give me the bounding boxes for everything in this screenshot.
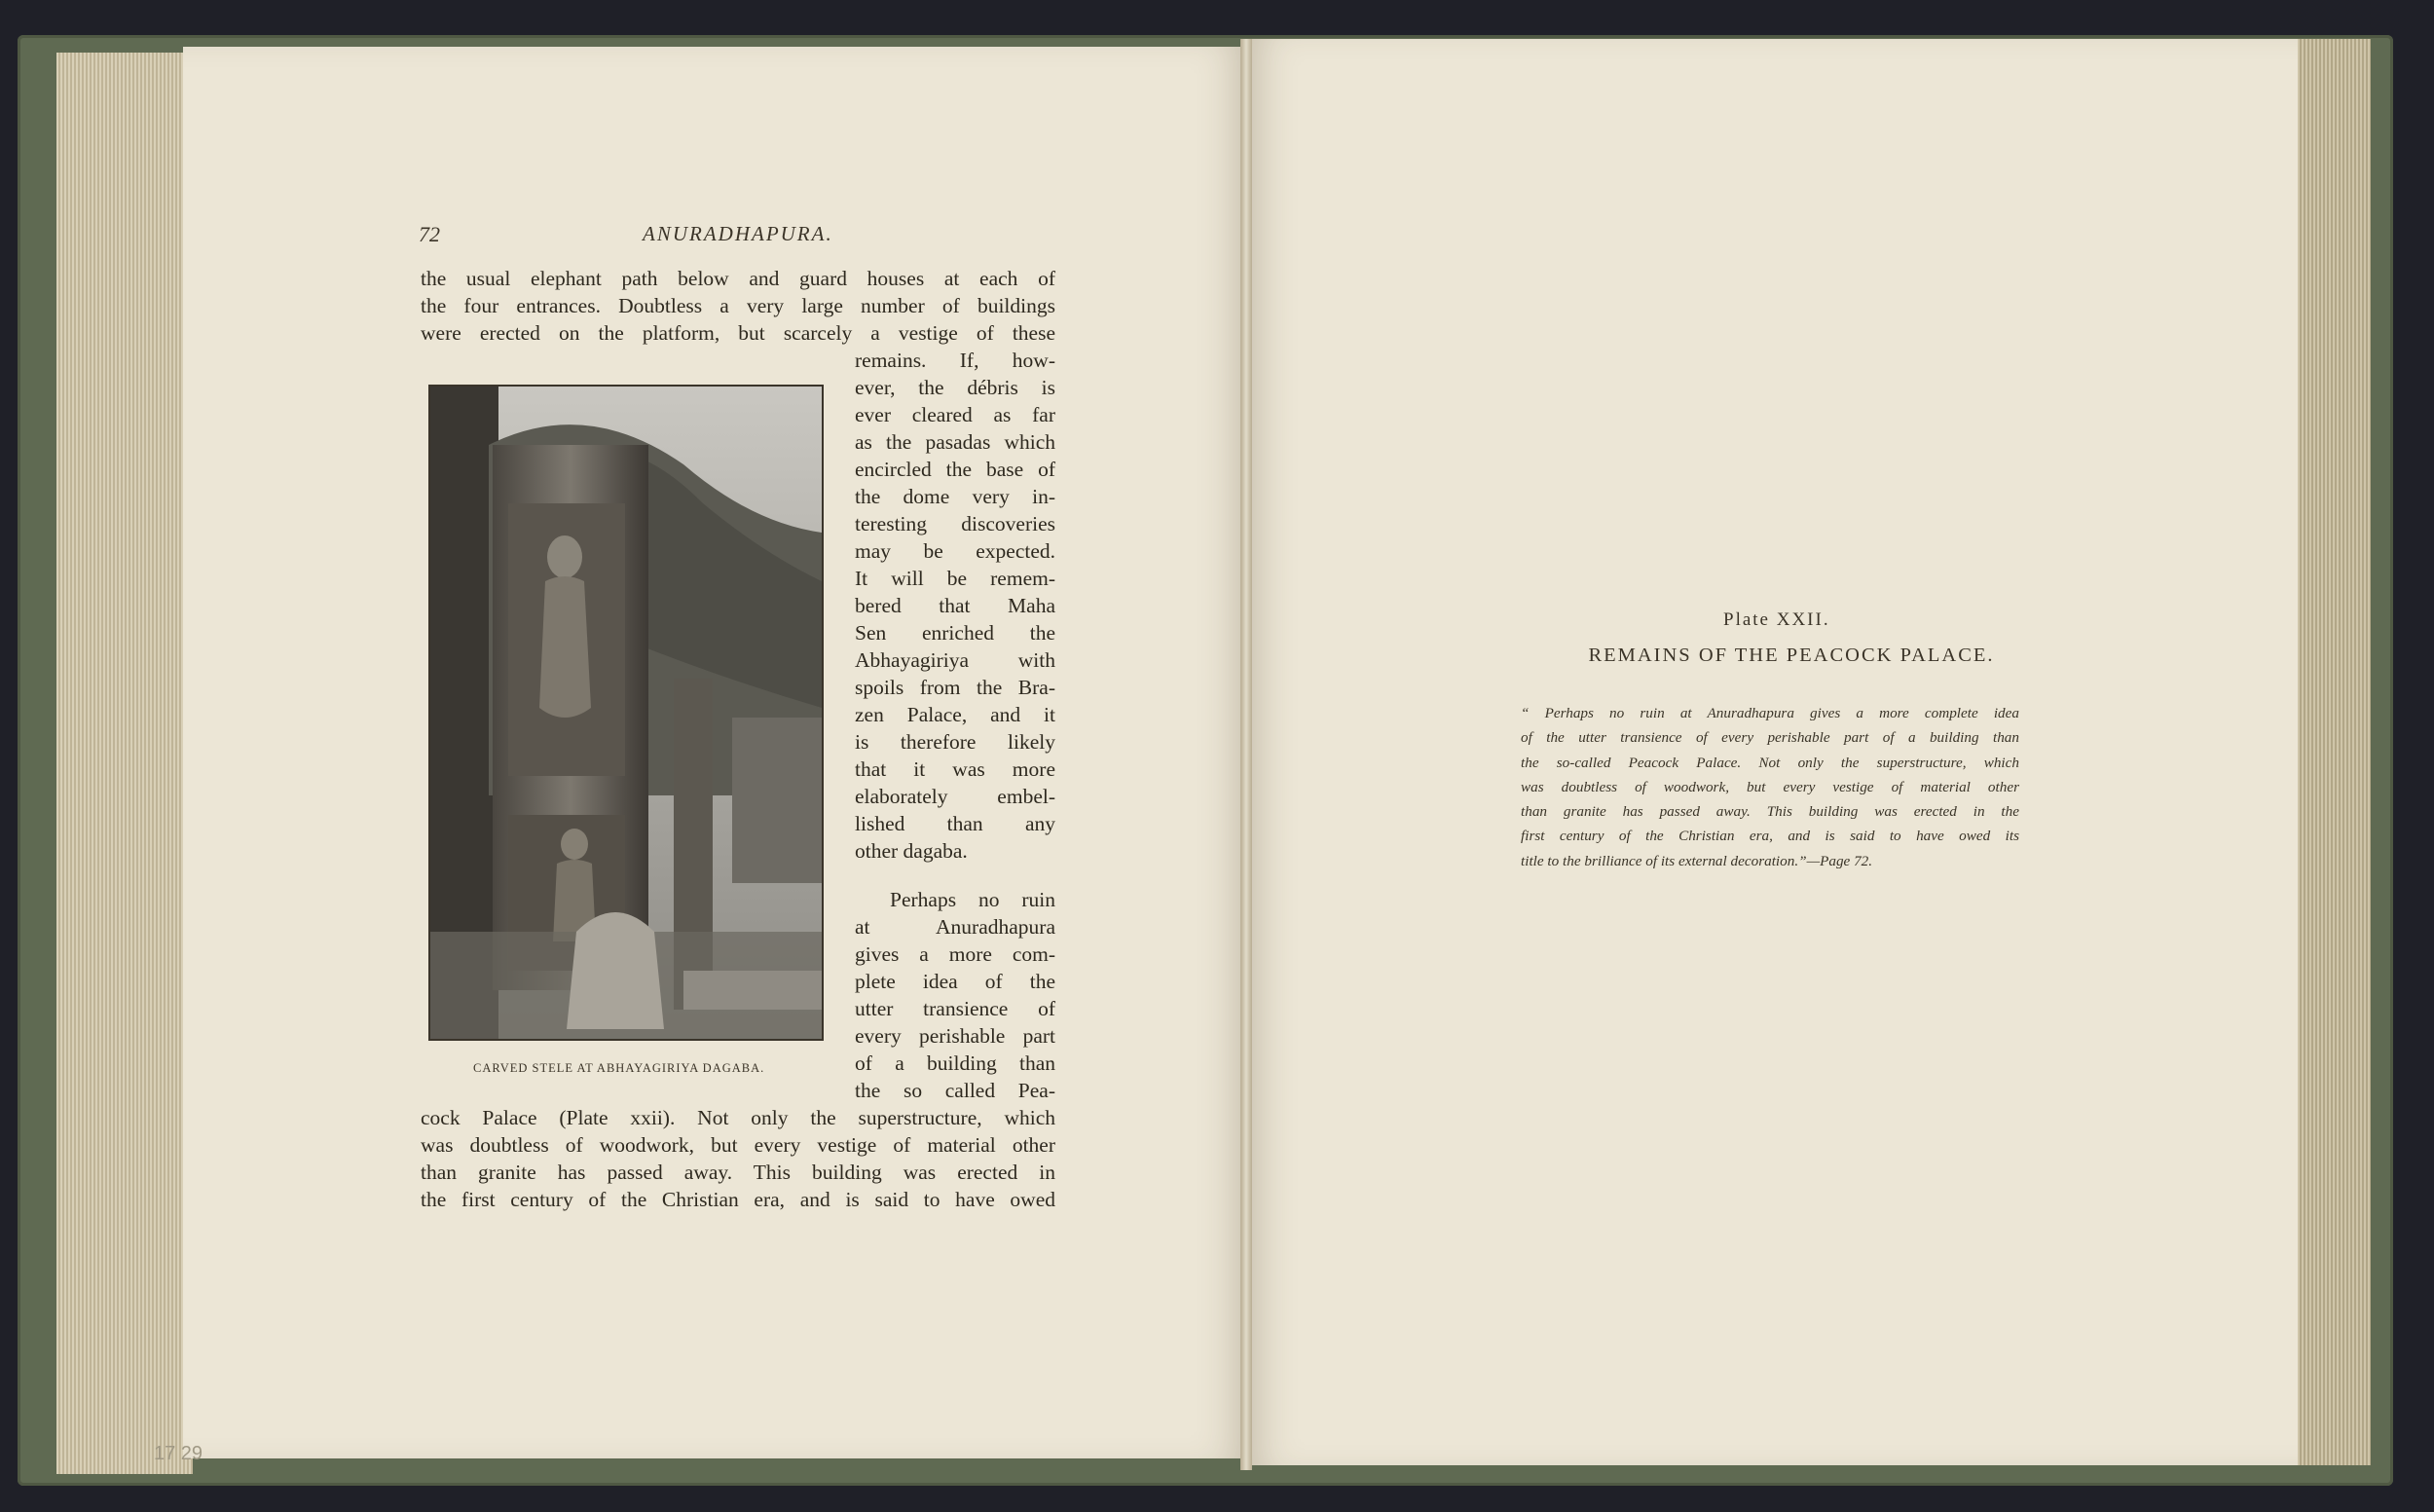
- quote-line: of the utter transience of every perishable part of a building than: [1521, 729, 2019, 747]
- text-line: as the pasadas which: [855, 430, 1055, 454]
- text-line: the four entrances. Doubtless a very large number of buildings: [421, 294, 1055, 317]
- text-line: may be expected.: [855, 539, 1055, 563]
- photo-caption: CARVED STELE AT ABHAYAGIRIYA DAGABA.: [473, 1061, 765, 1075]
- text-line: Abhayagiriya with: [855, 648, 1055, 672]
- text-line: utter transience of: [855, 997, 1055, 1020]
- quote-line: “ Perhaps no ruin at Anuradhapura gives a more complete idea: [1521, 705, 2019, 721]
- text-line: teresting discoveries: [855, 512, 1055, 535]
- quote-line: first century of the Christian era, and is said to have owed its: [1521, 828, 2019, 845]
- text-line: gives a more com-: [855, 942, 1055, 966]
- quote-line: than granite has passed away. This building was erected in the: [1521, 803, 2019, 821]
- quote-line: the so-called Peacock Palace. Not only the superstructure, which: [1521, 754, 2019, 771]
- plate-label: Plate XXII.: [1723, 609, 1830, 630]
- text-line: spoils from the Bra-: [855, 676, 1055, 699]
- text-line: at Anuradhapura: [855, 915, 1055, 939]
- text-line: elaborately embel-: [855, 785, 1055, 808]
- book-gutter: [1240, 39, 1252, 1470]
- text-line: the first century of the Christian era, and is said to have owed: [421, 1188, 1055, 1211]
- page-edges-left: [56, 53, 193, 1474]
- text-line: other dagaba.: [855, 839, 968, 863]
- text-line: the usual elephant path below and guard houses at each of: [421, 267, 1055, 290]
- plate-title: REMAINS OF THE PEACOCK PALACE.: [1588, 645, 1995, 666]
- pencil-annotation: 17 29: [154, 1443, 203, 1464]
- text-line: every perishable part: [855, 1024, 1055, 1048]
- text-line: lished than any: [855, 812, 1055, 835]
- text-line: was doubtless of woodwork, but every vestige of material other: [421, 1133, 1055, 1157]
- text-line: encircled the base of: [855, 458, 1055, 481]
- page-number: 72: [419, 222, 440, 246]
- running-title: ANURADHAPURA.: [643, 222, 833, 245]
- text-line: of a building than: [855, 1051, 1055, 1075]
- text-line: cock Palace (Plate xxii). Not only the superstructure, which: [421, 1106, 1055, 1129]
- text-line: is therefore likely: [855, 730, 1055, 754]
- text-line: zen Palace, and it: [855, 703, 1055, 726]
- text-line: that it was more: [855, 757, 1055, 781]
- text-line: bered that Maha: [855, 594, 1055, 617]
- text-line: remains. If, how-: [855, 349, 1055, 372]
- text-line: the dome very in-: [855, 485, 1055, 508]
- stele-photograph: [428, 385, 824, 1041]
- page-header: [419, 222, 1042, 261]
- text-line: It will be remem-: [855, 567, 1055, 590]
- text-line: plete idea of the: [855, 970, 1055, 993]
- quote-line: was doubtless of woodwork, but every vestige of material other: [1521, 778, 2019, 795]
- text-line: ever cleared as far: [855, 403, 1055, 426]
- text-line: ever, the débris is: [855, 376, 1055, 399]
- text-line: Sen enriched the: [855, 621, 1055, 645]
- text-line: the so called Pea-: [855, 1079, 1055, 1102]
- text-line: were erected on the platform, but scarcely a vestige of these: [421, 321, 1055, 345]
- text-line: Perhaps no ruin: [890, 888, 1055, 911]
- quote-line: title to the brilliance of its external decoration.”—Page 72.: [1521, 852, 1873, 869]
- text-line: than granite has passed away. This building was erected in: [421, 1161, 1055, 1184]
- plate-quote: [1521, 701, 2019, 873]
